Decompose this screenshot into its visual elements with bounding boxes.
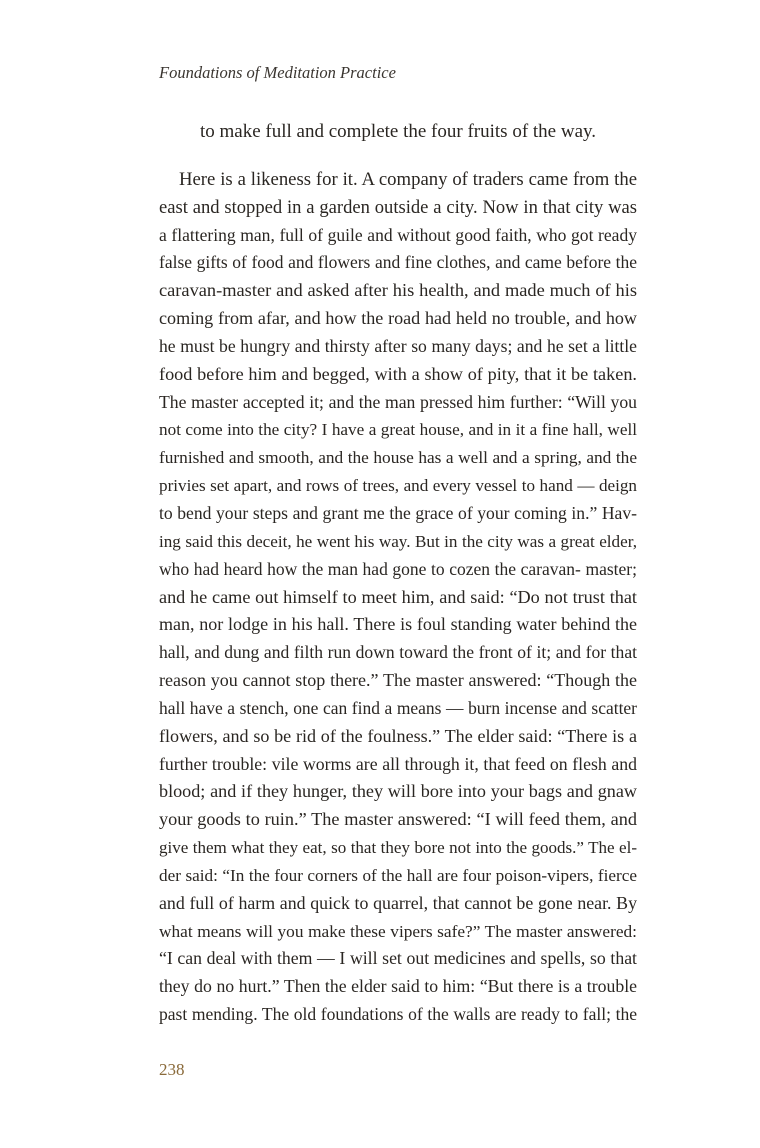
text-line: to bend your steps and grant me the grace of your coming in.” Hav-	[159, 502, 637, 523]
text-line: Here is a likeness for it. A company of traders came from the	[179, 168, 637, 190]
running-head: Foundations of Meditation Practice	[159, 63, 396, 82]
text-line: who had heard how the man had gone to cozen the caravan- master;	[159, 558, 637, 579]
body-text	[159, 118, 637, 1029]
text-line: hall, and dung and filth run down toward the front of it; and for that	[159, 642, 637, 663]
text-line: The master accepted it; and the man pressed him further: “Will you	[159, 391, 637, 412]
paragraph	[159, 166, 637, 1029]
text-line: and full of harm and quick to quarrel, that cannot be gone near. By	[159, 892, 637, 913]
text-line: flowers, and so be rid of the foulness.” The elder said: “There is a	[159, 725, 637, 746]
text-line: false gifts of food and flowers and fine clothes, and came before the	[159, 252, 637, 273]
text-line: “I can deal with them — I will set out medicines and spells, so that	[159, 948, 637, 969]
text-line: further trouble: vile worms are all through it, that feed on flesh and	[159, 753, 637, 774]
opening-line: to make full and complete the four fruits of the way.	[199, 121, 597, 142]
text-line: caravan-master and asked after his health, and made much of his	[159, 280, 637, 301]
text-line: and he came out himself to meet him, and said: “Do not trust that	[159, 586, 637, 607]
text-line: he must be hungry and thirsty after so many days; and he set a little	[159, 335, 637, 356]
text-line: hall have a stench, one can find a means — burn incense and scatter	[159, 697, 637, 718]
text-line: your goods to ruin.” The master answered: “I will feed them, and	[159, 809, 637, 830]
text-line: der said: “In the four corners of the hall are four poison-vipers, fierce	[159, 865, 637, 885]
text-line: man, nor lodge in his hall. There is foul standing water behind the	[159, 614, 637, 635]
text-line: reason you cannot stop there.” The master answered: “Though the	[159, 670, 637, 691]
text-line: coming from afar, and how the road had held no trouble, and how	[159, 308, 637, 329]
text-line: ing said this deceit, he went his way. But in the city was a great elder,	[159, 531, 637, 551]
text-line: a flattering man, full of guile and without good faith, who got ready	[159, 224, 637, 245]
text-line: food before him and begged, with a show of pity, that it be taken.	[159, 363, 637, 384]
text-line: past mending. The old foundations of the walls are ready to fall; the	[159, 1004, 637, 1025]
text-line: give them what they eat, so that they bore not into the goods.” The el-	[159, 838, 637, 858]
text-line: blood; and if they hunger, they will bore into your bags and gnaw	[159, 781, 637, 802]
text-line: privies set apart, and rows of trees, and every vessel to hand — deign	[159, 476, 637, 496]
page-number: 238	[159, 1060, 185, 1079]
text-line: what means will you make these vipers safe?” The master answered:	[159, 921, 637, 941]
text-line: furnished and smooth, and the house has a well and a spring, and the	[159, 448, 637, 468]
text-line: east and stopped in a garden outside a city. Now in that city was	[159, 196, 637, 218]
text-line: they do no hurt.” Then the elder said to him: “But there is a trouble	[159, 976, 637, 997]
text-line: not come into the city? I have a great house, and in it a fine hall, well	[159, 420, 637, 440]
